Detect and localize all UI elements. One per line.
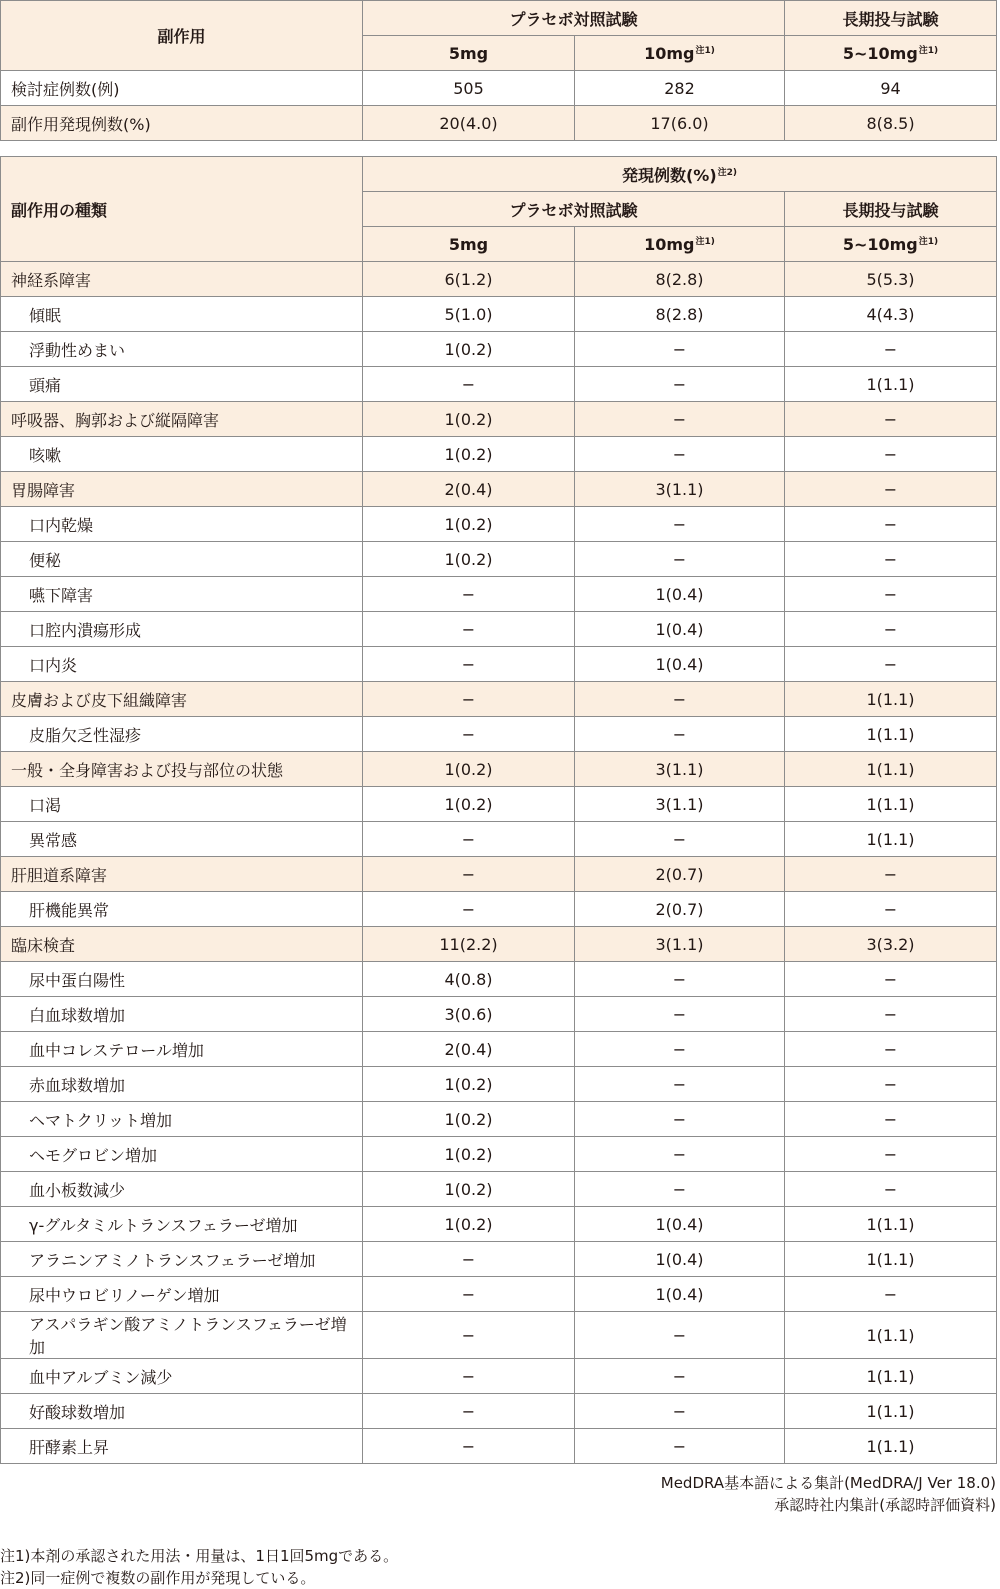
value-10mg: − [575,1172,785,1207]
value-10mg: 3(1.1) [575,752,785,787]
table-row [1,1242,997,1277]
source-meddra: MedDRA基本語による集計(MedDRA/J Ver 18.0) [660,1474,996,1492]
value-10mg: − [575,997,785,1032]
value-5mg: 20(4.0) [363,106,575,141]
value-5mg: − [363,1277,575,1312]
footnote-1: 注1)本剤の承認された用法・用量は、1日1回5mgである。 [0,1547,399,1565]
table-row [1,682,997,717]
value-5mg: − [363,822,575,857]
row-label: 赤血球数増加 [1,1067,363,1102]
row-label: 神経系障害 [1,262,363,297]
table-row [1,1137,997,1172]
table-row [1,332,997,367]
footnotes [0,1545,1000,1589]
value-5-10mg: − [785,1277,997,1312]
table-row [1,542,997,577]
note-ref: 注2) [717,167,738,178]
value-5mg: 1(0.2) [363,402,575,437]
table-row [1,297,997,332]
row-label: γ-グルタミルトランスフェラーゼ増加 [1,1207,363,1242]
value-5-10mg: − [785,332,997,367]
value-5mg: 1(0.2) [363,332,575,367]
value-5-10mg: − [785,1137,997,1172]
value-10mg: − [575,1137,785,1172]
row-label: ヘモグロビン増加 [1,1137,363,1172]
footnote-2: 注2)同一症例で複数の副作用が発現している。 [0,1569,316,1587]
row-label: 頭痛 [1,367,363,402]
value-5-10mg: − [785,472,997,507]
row-label: 検討症例数(例) [1,71,363,106]
row-label: ヘマトクリット増加 [1,1102,363,1137]
row-label: 皮膚および皮下組織障害 [1,682,363,717]
value-5mg: 1(0.2) [363,507,575,542]
row-label: 副作用発現例数(%) [1,106,363,141]
value-10mg: 3(1.1) [575,472,785,507]
row-label: 皮脂欠乏性湿疹 [1,717,363,752]
value-10mg: − [575,822,785,857]
value-5-10mg: 1(1.1) [785,787,997,822]
row-label: 血小板数減少 [1,1172,363,1207]
value-10mg: 2(0.7) [575,892,785,927]
row-label: アラニンアミノトランスフェラーゼ増加 [1,1242,363,1277]
header-dose-5mg: 5mg [363,227,575,262]
header-dose-5-10mg: $5\sim 10mg^{注1)}$ [785,36,997,71]
table-row [1,106,997,141]
row-label: 好酸球数増加 [1,1394,363,1429]
value-5-10mg: − [785,1102,997,1137]
value-10mg: − [575,542,785,577]
value-5mg: − [363,1312,575,1359]
value-5mg: 505 [363,71,575,106]
note-ref: 注1) [918,237,939,247]
row-label: 臨床検査 [1,927,363,962]
value-10mg: 2(0.7) [575,857,785,892]
table-row [1,1312,997,1359]
value-5mg: 6(1.2) [363,262,575,297]
value-5mg: 1(0.2) [363,1137,575,1172]
table-row [1,1429,997,1464]
row-label: 血中アルブミン減少 [1,1359,363,1394]
header-placebo-trial: プラセボ対照試験 [363,192,785,227]
table-row [1,962,997,997]
row-label: 便秘 [1,542,363,577]
value-5mg: − [363,1394,575,1429]
header-reaction-type: 副作用の種類 [1,157,363,262]
table-row [1,787,997,822]
value-5-10mg: 1(1.1) [785,1429,997,1464]
value-10mg: − [575,437,785,472]
value-10mg: − [575,962,785,997]
value-10mg: − [575,1102,785,1137]
row-label: 嚥下障害 [1,577,363,612]
value-5-10mg: 3(3.2) [785,927,997,962]
table-row [1,1102,997,1137]
value-5-10mg: 1(1.1) [785,1242,997,1277]
table-row [1,752,997,787]
value-5-10mg: 1(1.1) [785,1207,997,1242]
table-row [1,437,997,472]
row-label: 口腔内潰瘍形成 [1,612,363,647]
value-10mg: − [575,367,785,402]
value-10mg: 1(0.4) [575,1277,785,1312]
table-row [1,857,997,892]
value-10mg: − [575,1394,785,1429]
value-5-10mg: − [785,402,997,437]
value-10mg: − [575,1359,785,1394]
table-row [1,1032,997,1067]
value-5mg: − [363,682,575,717]
header-dose-10mg: $10mg^{注1)}$ [575,227,785,262]
table-row [1,1277,997,1312]
table-row [1,472,997,507]
value-5mg: − [363,647,575,682]
value-5mg: 2(0.4) [363,472,575,507]
summary-table-body [1,71,997,141]
value-5mg: − [363,717,575,752]
value-10mg: − [575,1067,785,1102]
value-5mg: − [363,892,575,927]
value-5mg: 1(0.2) [363,787,575,822]
value-5mg: 4(0.8) [363,962,575,997]
value-10mg: − [575,682,785,717]
row-label: アスパラギン酸アミノトランスフェラーゼ増加 [1,1312,363,1359]
value-5mg: − [363,612,575,647]
header-incidence: 発現例数(%)$^{注2)}$ [363,157,997,192]
value-5mg: 3(0.6) [363,997,575,1032]
row-label: 一般・全身障害および投与部位の状態 [1,752,363,787]
value-10mg: − [575,507,785,542]
table-row [1,612,997,647]
table-row [1,1359,997,1394]
row-label: 白血球数増加 [1,997,363,1032]
row-label: 咳嗽 [1,437,363,472]
row-label: 尿中蛋白陽性 [1,962,363,997]
value-5-10mg: 1(1.1) [785,682,997,717]
row-label: 傾眠 [1,297,363,332]
value-5mg: 1(0.2) [363,542,575,577]
value-5-10mg: − [785,1032,997,1067]
header-placebo-trial: プラセボ対照試験 [363,1,785,36]
value-5mg: 2(0.4) [363,1032,575,1067]
value-5mg: − [363,1429,575,1464]
value-5mg: − [363,1359,575,1394]
value-5-10mg: − [785,437,997,472]
value-5-10mg: − [785,507,997,542]
value-5mg: 1(0.2) [363,1207,575,1242]
value-5mg: − [363,1242,575,1277]
source-approval: 承認時社内集計(承認時評価資料) [774,1496,996,1514]
table-row [1,822,997,857]
value-5-10mg: − [785,577,997,612]
table-row [1,402,997,437]
value-5mg: 1(0.2) [363,1102,575,1137]
value-10mg: 17(6.0) [575,106,785,141]
table-row [1,997,997,1032]
table-row [1,717,997,752]
row-label: 口内乾燥 [1,507,363,542]
value-10mg: − [575,717,785,752]
table-row [1,507,997,542]
row-label: 肝酵素上昇 [1,1429,363,1464]
table-row [1,892,997,927]
value-5-10mg: − [785,962,997,997]
row-label: 呼吸器、胸郭および縦隔障害 [1,402,363,437]
note-ref: 注1) [695,46,715,56]
header-side-effect: 副作用 [1,1,363,71]
value-5-10mg: 4(4.3) [785,297,997,332]
row-label: 肝機能異常 [1,892,363,927]
value-10mg: 1(0.4) [575,1207,785,1242]
value-5-10mg: − [785,997,997,1032]
value-5-10mg: − [785,542,997,577]
value-10mg: 1(0.4) [575,1242,785,1277]
value-5mg: − [363,857,575,892]
value-5mg: 5(1.0) [363,297,575,332]
header-dose-10mg: $10mg^{注1)}$ [575,36,785,71]
adverse-reactions-table [0,156,997,1464]
value-10mg: 3(1.1) [575,787,785,822]
value-5mg: − [363,367,575,402]
value-5-10mg: − [785,892,997,927]
row-label: 浮動性めまい [1,332,363,367]
header-dose-5mg: 5mg [363,36,575,71]
table-row [1,1067,997,1102]
header-long-term-trial: 長期投与試験 [785,1,997,36]
row-label: 血中コレステロール増加 [1,1032,363,1067]
summary-table [0,0,997,141]
value-5-10mg: 5(5.3) [785,262,997,297]
table-row [1,1394,997,1429]
value-5mg: 11(2.2) [363,927,575,962]
value-5-10mg: 1(1.1) [785,1394,997,1429]
value-5mg: − [363,577,575,612]
value-5-10mg: − [785,857,997,892]
row-label: 肝胆道系障害 [1,857,363,892]
value-5-10mg: 1(1.1) [785,1359,997,1394]
value-10mg: 282 [575,71,785,106]
value-10mg: − [575,1312,785,1359]
value-5-10mg: − [785,1067,997,1102]
row-label: 口渇 [1,787,363,822]
value-10mg: − [575,332,785,367]
value-5-10mg: 94 [785,71,997,106]
value-5-10mg: 1(1.1) [785,822,997,857]
row-label: 口内炎 [1,647,363,682]
value-5-10mg: 8(8.5) [785,106,997,141]
note-ref: 注1) [918,46,939,56]
value-5-10mg: 1(1.1) [785,1312,997,1359]
value-10mg: 3(1.1) [575,927,785,962]
table-row [1,647,997,682]
note-ref: 注1) [695,237,715,247]
table-row [1,71,997,106]
value-5-10mg: 1(1.1) [785,717,997,752]
value-10mg: 8(2.8) [575,262,785,297]
table-row [1,367,997,402]
value-10mg: − [575,1429,785,1464]
table-row [1,577,997,612]
table-row [1,1172,997,1207]
table-row [1,262,997,297]
value-10mg: 1(0.4) [575,577,785,612]
value-10mg: 1(0.4) [575,647,785,682]
row-label: 胃腸障害 [1,472,363,507]
value-10mg: 1(0.4) [575,612,785,647]
value-10mg: − [575,402,785,437]
header-long-term-trial: 長期投与試験 [785,192,997,227]
adverse-reactions-table-body [1,262,997,1464]
value-5-10mg: − [785,612,997,647]
value-5mg: 1(0.2) [363,752,575,787]
value-5-10mg: − [785,1172,997,1207]
value-5-10mg: − [785,647,997,682]
table-row [1,1207,997,1242]
value-10mg: − [575,1032,785,1067]
row-label: 尿中ウロビリノーゲン増加 [1,1277,363,1312]
value-5mg: 1(0.2) [363,1067,575,1102]
header-dose-5-10mg: $5\sim 10mg^{注1)}$ [785,227,997,262]
value-5-10mg: 1(1.1) [785,367,997,402]
row-label: 異常感 [1,822,363,857]
value-10mg: 8(2.8) [575,297,785,332]
value-5-10mg: 1(1.1) [785,752,997,787]
value-5mg: 1(0.2) [363,437,575,472]
value-5mg: 1(0.2) [363,1172,575,1207]
table-row [1,927,997,962]
